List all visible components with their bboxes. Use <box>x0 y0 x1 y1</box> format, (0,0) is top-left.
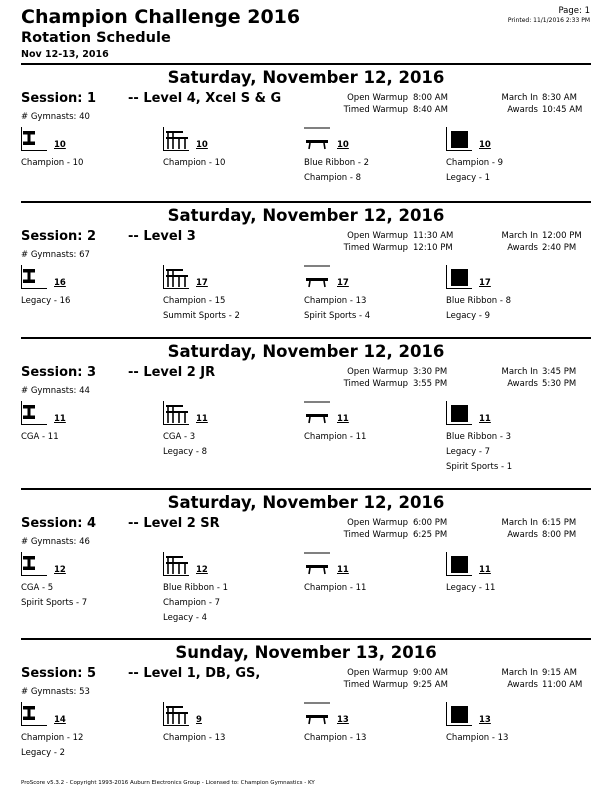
team-list <box>21 156 83 171</box>
team-list <box>446 430 512 475</box>
section-divider <box>21 638 591 640</box>
vault-icon <box>21 401 49 425</box>
march-in-label: March In <box>501 518 538 528</box>
team-entry: Champion - 10 <box>163 158 226 168</box>
event-rotation <box>163 265 298 335</box>
team-list <box>21 731 83 761</box>
open-warmup-label: Open Warmup <box>347 518 408 528</box>
team-entry: Summit Sports - 2 <box>163 311 240 321</box>
gymnast-count: # Gymnasts: 40 <box>21 112 90 122</box>
march-in-time: 8:30 AM <box>542 93 577 103</box>
event-rotation <box>304 127 439 197</box>
event-rotation <box>446 127 581 197</box>
team-entry: Spirit Sports - 1 <box>446 462 513 472</box>
bars-icon <box>163 127 191 151</box>
awards-label: Awards <box>507 530 538 540</box>
awards-time: 2:40 PM <box>542 243 577 253</box>
event-rotation <box>21 702 156 772</box>
session-level: -- Level 1, DB, GS, <box>128 666 261 681</box>
meet-title: Champion Challenge 2016 <box>21 6 301 28</box>
march-in-time: 6:15 PM <box>542 518 577 528</box>
timed-warmup-label: Timed Warmup <box>343 680 408 690</box>
session-day: Saturday, November 12, 2016 <box>167 493 445 512</box>
event-gymnast-count: 10 <box>54 140 66 150</box>
event-gymnast-count: 11 <box>479 565 491 575</box>
page-number: Page: 1 <box>558 6 590 16</box>
session-number: Session: 3 <box>21 365 97 380</box>
march-in-time: 9:15 AM <box>542 668 577 678</box>
team-list <box>304 731 366 746</box>
team-list <box>446 156 503 186</box>
beam-icon <box>304 265 332 289</box>
march-in-label: March In <box>501 93 538 103</box>
open-warmup-time: 3:30 PM <box>413 367 448 377</box>
session-level: -- Level 3 <box>128 229 196 244</box>
floor-icon <box>446 702 474 726</box>
march-in-label: March In <box>501 231 538 241</box>
bars-icon <box>163 702 191 726</box>
gymnast-count: # Gymnasts: 44 <box>21 386 90 396</box>
team-list <box>304 156 369 186</box>
bars-icon <box>163 552 191 576</box>
team-list <box>163 294 240 324</box>
event-gymnast-count: 11 <box>196 414 208 424</box>
gymnast-count: # Gymnasts: 67 <box>21 250 90 260</box>
vault-icon <box>21 552 49 576</box>
team-entry: Champion - 12 <box>21 733 84 743</box>
team-entry: Legacy - 9 <box>446 311 491 321</box>
event-gymnast-count: 12 <box>196 565 208 575</box>
march-in-time: 3:45 PM <box>542 367 577 377</box>
team-list <box>21 581 87 611</box>
awards-time: 5:30 PM <box>542 379 577 389</box>
march-in-label: March In <box>501 367 538 377</box>
team-entry: Spirit Sports - 4 <box>304 311 371 321</box>
timed-warmup-time: 8:40 AM <box>413 105 448 115</box>
event-rotation <box>304 552 439 622</box>
event-rotation <box>446 702 581 772</box>
team-entry: Champion - 13 <box>163 733 226 743</box>
team-entry: CGA - 5 <box>21 583 54 593</box>
march-in-label: March In <box>501 668 538 678</box>
session-number: Session: 1 <box>21 91 97 106</box>
event-gymnast-count: 11 <box>54 414 66 424</box>
session-number: Session: 5 <box>21 666 97 681</box>
team-entry: Champion - 13 <box>304 296 367 306</box>
event-gymnast-count: 17 <box>479 278 491 288</box>
footer-copyright: ProScore v5.3.2 - Copyright 1993-2016 Auburn Electronics Group - Licensed to: Champion Gymnastics - KY <box>21 780 315 786</box>
timed-warmup-time: 6:25 PM <box>413 530 448 540</box>
report-subtitle: Rotation Schedule <box>21 30 171 46</box>
session-day: Saturday, November 12, 2016 <box>167 206 445 225</box>
beam-icon <box>304 401 332 425</box>
team-list <box>446 294 511 324</box>
session-level: -- Level 4, Xcel S & G <box>128 91 282 106</box>
team-list <box>21 294 70 309</box>
timed-warmup-label: Timed Warmup <box>343 105 408 115</box>
team-entry: Champion - 15 <box>163 296 226 306</box>
event-rotation <box>21 127 156 197</box>
floor-icon <box>446 265 474 289</box>
timed-warmup-label: Timed Warmup <box>343 243 408 253</box>
team-entry: Legacy - 4 <box>163 613 208 623</box>
event-rotation <box>163 127 298 197</box>
session-day: Saturday, November 12, 2016 <box>167 342 445 361</box>
event-gymnast-count: 11 <box>479 414 491 424</box>
team-entry: Legacy - 11 <box>446 583 496 593</box>
event-rotation <box>163 401 298 471</box>
session-number: Session: 2 <box>21 229 97 244</box>
team-list <box>163 430 207 460</box>
section-divider <box>21 488 591 490</box>
session-block <box>21 63 591 198</box>
beam-icon <box>304 702 332 726</box>
event-gymnast-count: 10 <box>479 140 491 150</box>
event-gymnast-count: 13 <box>479 715 491 725</box>
vault-icon <box>21 127 49 151</box>
awards-time: 10:45 AM <box>542 105 583 115</box>
team-entry: Blue Ribbon - 8 <box>446 296 512 306</box>
awards-time: 8:00 PM <box>542 530 577 540</box>
event-gymnast-count: 9 <box>196 715 202 725</box>
team-list <box>21 430 59 445</box>
open-warmup-label: Open Warmup <box>347 93 408 103</box>
team-entry: Champion - 9 <box>446 158 504 168</box>
event-gymnast-count: 10 <box>196 140 208 150</box>
event-rotation <box>304 265 439 335</box>
event-gymnast-count: 14 <box>54 715 66 725</box>
timed-warmup-time: 3:55 PM <box>413 379 448 389</box>
team-list <box>446 581 495 596</box>
timed-warmup-label: Timed Warmup <box>343 530 408 540</box>
event-rotation <box>163 552 298 622</box>
event-rotation <box>21 552 156 622</box>
team-entry: CGA - 3 <box>163 432 196 442</box>
team-entry: Champion - 11 <box>304 432 367 442</box>
team-list <box>163 156 225 171</box>
bars-icon <box>163 265 191 289</box>
awards-label: Awards <box>507 243 538 253</box>
timed-warmup-label: Timed Warmup <box>343 379 408 389</box>
event-rotation <box>446 265 581 335</box>
team-list <box>163 731 225 746</box>
event-gymnast-count: 12 <box>54 565 66 575</box>
timed-warmup-time: 9:25 AM <box>413 680 448 690</box>
open-warmup-time: 8:00 AM <box>413 93 448 103</box>
march-in-time: 12:00 PM <box>542 231 582 241</box>
floor-icon <box>446 127 474 151</box>
awards-label: Awards <box>507 105 538 115</box>
team-list <box>304 294 370 324</box>
gymnast-count: # Gymnasts: 53 <box>21 687 90 697</box>
timed-warmup-time: 12:10 PM <box>413 243 453 253</box>
meet-dates: Nov 12-13, 2016 <box>21 49 109 60</box>
open-warmup-label: Open Warmup <box>347 668 408 678</box>
session-level: -- Level 2 JR <box>128 365 216 380</box>
team-list <box>163 581 228 626</box>
event-gymnast-count: 17 <box>196 278 208 288</box>
floor-icon <box>446 401 474 425</box>
section-divider <box>21 337 591 339</box>
team-entry: Champion - 7 <box>163 598 221 608</box>
event-gymnast-count: 11 <box>337 565 349 575</box>
event-gymnast-count: 17 <box>337 278 349 288</box>
open-warmup-label: Open Warmup <box>347 231 408 241</box>
bars-icon <box>163 401 191 425</box>
team-entry: Legacy - 7 <box>446 447 491 457</box>
team-entry: CGA - 11 <box>21 432 59 442</box>
printed-timestamp: Printed: 11/1/2016 2:33 PM <box>507 17 590 24</box>
open-warmup-label: Open Warmup <box>347 367 408 377</box>
session-number: Session: 4 <box>21 516 97 531</box>
team-entry: Champion - 10 <box>21 158 84 168</box>
open-warmup-time: 9:00 AM <box>413 668 448 678</box>
session-day: Saturday, November 12, 2016 <box>167 68 445 87</box>
team-entry: Champion - 8 <box>304 173 362 183</box>
event-rotation <box>304 401 439 471</box>
floor-icon <box>446 552 474 576</box>
awards-label: Awards <box>507 680 538 690</box>
event-gymnast-count: 11 <box>337 414 349 424</box>
vault-icon <box>21 265 49 289</box>
session-block <box>21 337 591 472</box>
open-warmup-time: 11:30 AM <box>413 231 454 241</box>
awards-time: 11:00 AM <box>542 680 583 690</box>
team-entry: Legacy - 8 <box>163 447 208 457</box>
team-entry: Legacy - 2 <box>21 748 66 758</box>
team-entry: Legacy - 1 <box>446 173 491 183</box>
team-entry: Legacy - 16 <box>21 296 71 306</box>
beam-icon <box>304 552 332 576</box>
gymnast-count: # Gymnasts: 46 <box>21 537 90 547</box>
event-rotation <box>446 401 581 471</box>
session-block <box>21 488 591 623</box>
team-entry: Spirit Sports - 7 <box>21 598 88 608</box>
team-entry: Blue Ribbon - 2 <box>304 158 370 168</box>
event-rotation <box>21 401 156 471</box>
team-entry: Blue Ribbon - 1 <box>163 583 229 593</box>
team-list <box>446 731 508 746</box>
team-list <box>304 581 366 596</box>
event-gymnast-count: 13 <box>337 715 349 725</box>
session-day: Sunday, November 13, 2016 <box>175 643 437 662</box>
session-block <box>21 201 591 336</box>
team-entry: Blue Ribbon - 3 <box>446 432 512 442</box>
session-level: -- Level 2 SR <box>128 516 220 531</box>
team-list <box>304 430 366 445</box>
event-gymnast-count: 16 <box>54 278 66 288</box>
event-rotation <box>304 702 439 772</box>
section-divider <box>21 201 591 203</box>
session-block <box>21 638 591 773</box>
beam-icon <box>304 127 332 151</box>
team-entry: Champion - 13 <box>446 733 509 743</box>
event-gymnast-count: 10 <box>337 140 349 150</box>
event-rotation <box>163 702 298 772</box>
section-divider <box>21 63 591 65</box>
event-rotation <box>446 552 581 622</box>
team-entry: Champion - 11 <box>304 583 367 593</box>
awards-label: Awards <box>507 379 538 389</box>
vault-icon <box>21 702 49 726</box>
open-warmup-time: 6:00 PM <box>413 518 448 528</box>
team-entry: Champion - 13 <box>304 733 367 743</box>
event-rotation <box>21 265 156 335</box>
